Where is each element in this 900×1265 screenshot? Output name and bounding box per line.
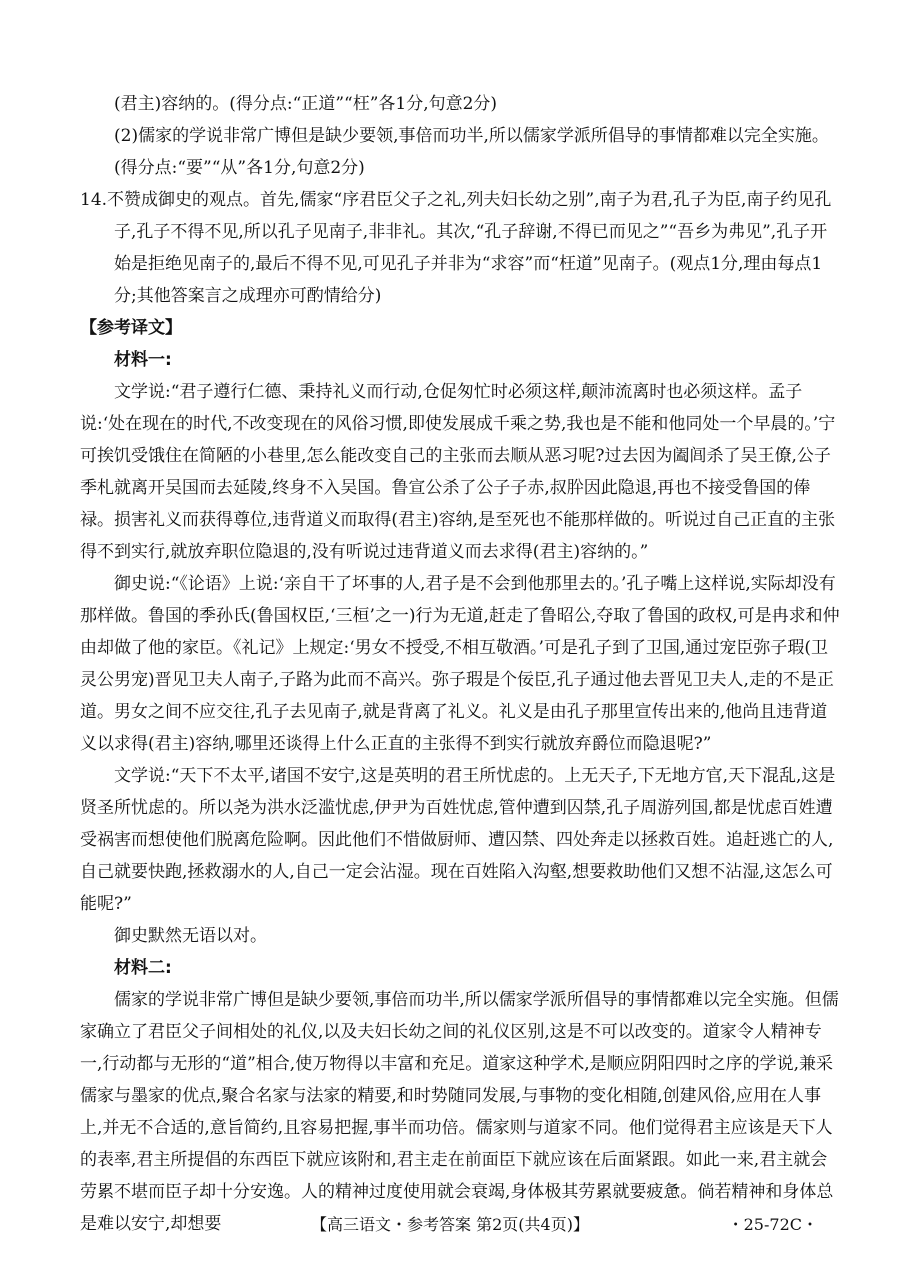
footer-code: ・25-72C・	[727, 1215, 818, 1234]
material-one-heading: 材料一:	[114, 350, 172, 370]
answer-14: 14.不赞成御史的观点。首先,儒家“序君臣父子之礼,列夫妇长幼之别”,南子为君,孔子为臣,南子约见孔子,孔子不得不见,所以孔子见南子,非非礼。其次,“孔子辞谢,不得已而见之”“吾乡为弗见”,孔子开始是拒绝见南子的,最后不得不见,可见孔子并非为“求容”而“枉道”见南子。(观点1分,理由每点1分;其他答案言之成理亦可酌情给分)	[80, 190, 832, 306]
translation-paragraph: 儒家的学说非常广博但是缺少要领,事倍而功半,所以儒家学派所倡导的事情都难以完全实施。但儒家确立了君臣父子间相处的礼仪,以及夫妇长幼之间的礼仪区别,这是不可以改变的。道家令人精神专一,行动都与无形的“道”相合,使万物得以丰富和充足。道家这种学术,是顺应阴阳四时之序的学说,兼采儒家与墨家的优点,聚合名家与法家的精要,和时势随同发展,与事物的变化相随,创建风俗,应用在人事上,并无不合适的,意旨简约,且容易把握,事半而功倍。儒家则与道家不同。他们觉得君主应该是天下人的表率,君主所提倡的东西臣下就应该附和,君主走在前面臣下就应该在后面紧跟。如此一来,君主就会劳累不堪而臣子却十分安逸。人的精神过度使用就会衰竭,身体极其劳累就要疲惫。倘若精神和身体总是难以安宁,却想要	[80, 990, 839, 1234]
answer-13-1-tail: (君主)容纳的。(得分点:“正道”“枉”各1分,句意2分)	[114, 94, 498, 114]
material-two-heading: 材料二:	[114, 958, 172, 978]
footer-page-info: 【高三语文・参考答案 第2页(共4页)】	[311, 1215, 589, 1234]
page-body	[80, 88, 840, 1240]
translation-paragraph: 御史说:“《论语》上说:‘亲自干了坏事的人,君子是不会到他那里去的。’孔子嘴上这样说,实际却没有那样做。鲁国的季孙氏(鲁国权臣,‘三桓’之一)行为无道,赶走了鲁昭公,夺取了鲁国的政权,可是冉求和仲由却做了他的家臣。《礼记》上规定:‘男女不授受,不相互敬酒。’可是孔子到了卫国,通过宠臣弥子瑕(卫灵公男宠)晋见卫夫人南子,子路为此而不高兴。弥子瑕是个佞臣,孔子通过他去晋见卫夫人,走的不是正道。男女之间不应交往,孔子去见南子,就是背离了礼义。礼义是由孔子那里宣传出来的,他尚且违背道义以求得(君主)容纳,哪里还谈得上什么正直的主张得不到实行就放弃爵位而隐退呢?”	[80, 574, 840, 754]
page-footer	[0, 1212, 900, 1242]
answer-13-2: (2)儒家的学说非常广博但是缺少要领,事倍而功半,所以儒家学派所倡导的事情都难以完全实施。(得分点:“要”“从”各1分,句意2分)	[114, 126, 829, 178]
translation-paragraph: 御史默然无语以对。	[114, 926, 267, 946]
reference-translation-heading: 【参考译文】	[80, 318, 182, 338]
translation-paragraph: 文学说:“君子遵行仁德、秉持礼义而行动,仓促匆忙时必须这样,颠沛流离时也必须这样。孟子说:‘处在现在的时代,不改变现在的风俗习惯,即使发展成千乘之势,我也是不能和他同处一个早晨的。’宁可挨饥受饿住在简陋的小巷里,怎么能改变自己的主张而去顺从恶习呢?过去因为阖闾杀了吴王僚,公子季札就离开吴国而去延陵,终身不入吴国。鲁宣公杀了公子子赤,叔肸因此隐退,再也不接受鲁国的俸禄。损害礼义而获得尊位,违背道义而取得(君主)容纳,是至死也不能那样做的。听说过自己正直的主张得不到实行,就放弃职位隐退的,没有听说过违背道义而去求得(君主)容纳的。”	[80, 382, 836, 562]
translation-paragraph: 文学说:“天下不太平,诸国不安宁,这是英明的君王所忧虑的。上无天子,下无地方官,天下混乱,这是贤圣所忧虑的。所以尧为洪水泛滥忧虑,伊尹为百姓忧虑,管仲遭到囚禁,孔子周游列国,都是忧虑百姓遭受祸害而想使他们脱离危险啊。因此他们不惜做厨师、遭囚禁、四处奔走以拯救百姓。追赶逃亡的人,自己就要快跑,拯救溺水的人,自己一定会沾湿。现在百姓陷入沟壑,想要救助他们又想不沾湿,这怎么可能呢?”	[80, 766, 836, 914]
